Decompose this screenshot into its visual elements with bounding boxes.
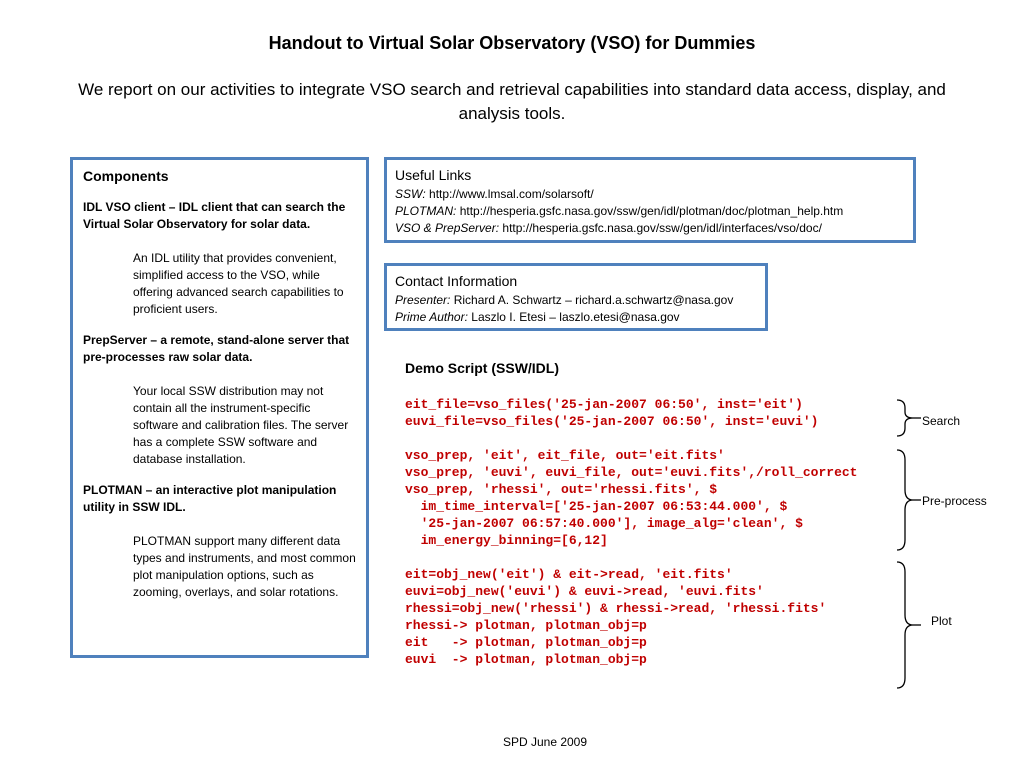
link-label: VSO & PrepServer:	[395, 221, 500, 235]
presenter-row	[395, 292, 757, 309]
component-title: PLOTMAN – an interactive plot manipulation utility in SSW IDL.	[83, 483, 337, 514]
components-heading: Components	[83, 168, 169, 184]
link-row	[395, 186, 905, 203]
plot-brace-icon	[895, 560, 925, 690]
link-row	[395, 220, 905, 237]
code-block-search: eit_file=vso_files('25-jan-2007 06:50', inst='eit') euvi_file=vso_files('25-jan-2007 06:50', inst='euvi')	[405, 397, 819, 429]
presenter-label: Presenter:	[395, 293, 451, 307]
link-url[interactable]: http://www.lmsal.com/solarsoft/	[429, 187, 594, 201]
component-title: PrepServer – a remote, stand-alone server that pre-processes raw solar data.	[83, 333, 350, 364]
footer-text: SPD June 2009	[502, 735, 588, 749]
brace-label-preprocess: Pre-process	[922, 494, 987, 508]
link-row	[395, 203, 905, 220]
brace-label-plot: Plot	[931, 614, 952, 628]
link-label: SSW:	[395, 187, 426, 201]
page-subtitle: We report on our activities to integrate VSO search and retrieval capabilities into standard data access, display, and analysis tools.	[78, 80, 946, 123]
useful-links-box	[384, 157, 916, 243]
link-url[interactable]: http://hesperia.gsfc.nasa.gov/ssw/gen/idl/interfaces/vso/doc/	[502, 221, 822, 235]
page-title: Handout to Virtual Solar Observatory (VSO) for Dummies	[268, 33, 756, 53]
search-brace-icon	[895, 398, 925, 438]
component-title: IDL VSO client – IDL client that can search the Virtual Solar Observatory for solar data.	[83, 200, 346, 231]
demo-heading: Demo Script (SSW/IDL)	[405, 360, 560, 376]
components-box	[70, 157, 369, 658]
author-label: Prime Author:	[395, 310, 468, 324]
contact-box	[384, 263, 768, 331]
component-description: Your local SSW distribution may not contain all the instrument-specific software and calibration files. The server has a complete SSW software and database installation.	[133, 384, 349, 466]
code-block-preprocess: vso_prep, 'eit', eit_file, out='eit.fits' vso_prep, 'euvi', euvi_file, out='euvi.fits',/roll_correct vso_prep, 'rhessi', out='rhessi.fits', $ im_time_interval=['25-jan-2007 06:53:44.000', $ '25-jan-2007 06:57:40.000'], image_alg='clean', $ im_energy_binning=[6,12]	[405, 448, 858, 548]
author-row	[395, 309, 757, 326]
preprocess-brace-icon	[895, 448, 925, 552]
useful-links-heading: Useful Links	[395, 167, 472, 183]
brace-label-search: Search	[922, 414, 961, 428]
presenter-value: Richard A. Schwartz – richard.a.schwartz@nasa.gov	[453, 293, 734, 307]
contact-heading: Contact Information	[395, 273, 518, 289]
author-value: Laszlo I. Etesi – laszlo.etesi@nasa.gov	[471, 310, 680, 324]
component-description: An IDL utility that provides convenient, simplified access to the VSO, while offering advanced search capabilities to proficient users.	[133, 251, 344, 316]
component-description: PLOTMAN support many different data types and instruments, and most common plot manipulation options, such as zooming, overlays, and solar rotations.	[133, 534, 356, 599]
link-label: PLOTMAN:	[395, 204, 457, 218]
link-url[interactable]: http://hesperia.gsfc.nasa.gov/ssw/gen/idl/plotman/doc/plotman_help.htm	[459, 204, 844, 218]
code-block-plot: eit=obj_new('eit') & eit->read, 'eit.fits' euvi=obj_new('euvi') & euvi->read, 'euvi.fits' rhessi=obj_new('rhessi') & rhessi->read, 'rhessi.fits' rhessi-> plotman, plotman_obj=p eit -> plotman, plotman_obj=p euvi -> plotman, plotman_obj=p	[405, 567, 827, 667]
